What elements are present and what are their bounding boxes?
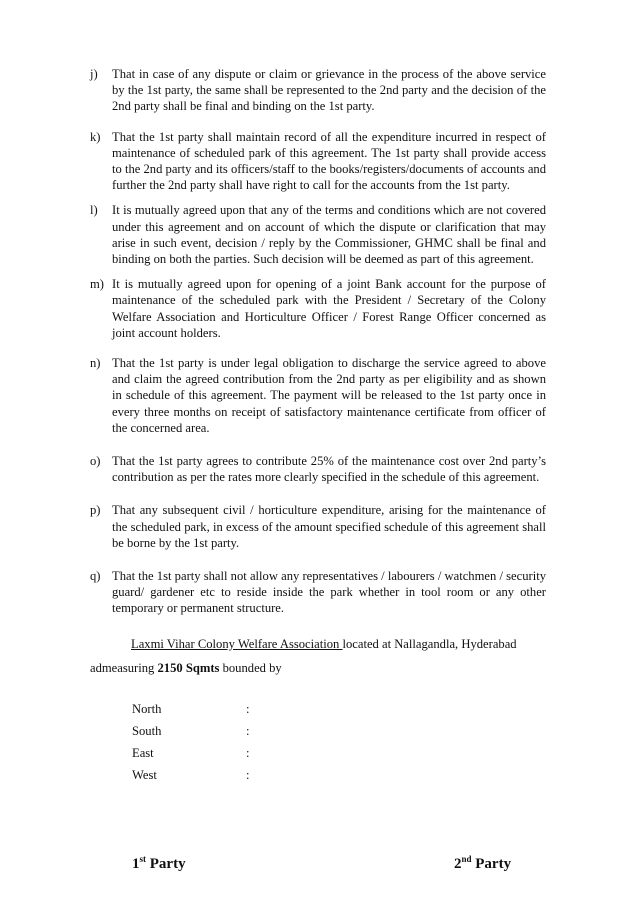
clause-letter: q) [90, 569, 101, 584]
clause-letter: p) [90, 503, 101, 518]
first-party-number: 1 [132, 856, 140, 872]
first-party-signature [132, 854, 186, 873]
clause-q [90, 568, 546, 617]
boundary-south [132, 724, 332, 746]
clause-o [90, 453, 546, 485]
admeasuring-prefix: admeasuring [90, 661, 158, 675]
boundary-west [132, 768, 332, 790]
bounded-suffix: bounded by [219, 661, 282, 675]
boundary-label: North [132, 702, 162, 716]
clause-text: It is mutually agreed upon that any of the terms and conditions which are not covered under this agreement and on account of which the dispute or clarification that may arise in such event, decision / reply by the Commissioner, GHMC shall be final and binding on both the parties. Such decision will be deemed as part of this agreement. [112, 203, 546, 267]
boundary-label: East [132, 746, 154, 760]
clause-text: That in case of any dispute or claim or grievance in the process of the above service by the 1st party, the same shall be represented to the 2nd party and the decision of the 2nd party shall be final and binding on the 1st party. [112, 67, 546, 114]
clause-k [90, 129, 546, 194]
clause-letter: m) [90, 277, 104, 292]
clause-j [90, 66, 546, 115]
second-party-number: 2 [454, 856, 462, 872]
clause-text: That the 1st party shall not allow any representatives / labourers / watchmen / security guard/ gardener etc to reside inside the park whether in tool room or any other temporary or permanent structure. [112, 569, 546, 616]
boundary-colon: : [246, 724, 250, 738]
boundaries-list [132, 702, 332, 790]
clause-letter: k) [90, 129, 101, 144]
clause-text: That the 1st party agrees to contribute 25% of the maintenance cost over 2nd party’s contribution as per the rates more clearly specified in the schedule of this agreement. [112, 454, 546, 485]
area-line [90, 660, 282, 676]
second-party-label: Party [471, 856, 512, 872]
clause-text: It is mutually agreed upon for opening of a joint Bank account for the purpose of maintenance of the scheduled park with the President / Secretary of the Colony Welfare Association and Horticulture Officer / Forest Range Officer concerned as joint account holders. [112, 277, 546, 340]
clause-p [90, 502, 546, 551]
clause-letter: o) [90, 454, 101, 469]
clause-l [90, 202, 546, 267]
area-value: 2150 Sqmts [157, 661, 220, 675]
boundary-east [132, 746, 332, 768]
clause-letter: j) [90, 67, 98, 81]
clause-letter: n) [90, 356, 101, 371]
second-party-suffix: nd [461, 854, 472, 864]
association-name: Laxmi Vihar Colony Welfare Association [131, 637, 343, 651]
boundary-colon: : [246, 702, 250, 716]
clause-m [90, 276, 546, 341]
association-location: located at Nallagandla, Hyderabad [342, 637, 517, 651]
second-party-signature [454, 854, 511, 873]
clause-n [90, 355, 546, 436]
clause-letter: l) [90, 203, 98, 218]
schedule-paragraph [90, 636, 546, 652]
first-party-label: Party [146, 856, 186, 872]
clause-text: That any subsequent civil / horticulture expenditure, arising for the maintenance of the scheduled park, in excess of the amount specified schedule of this agreement shall be borne by the 1st party. [112, 503, 546, 550]
first-party-suffix: st [139, 854, 146, 864]
boundary-colon: : [246, 768, 250, 782]
clause-list [90, 66, 546, 630]
boundary-colon: : [246, 746, 250, 760]
clause-text: That the 1st party is under legal obligation to discharge the service agreed to above and claim the agreed contribution from the 2nd party as per eligibility and as shown in schedule of this agreement. The payment will be released to the 1st party once in every three months on receipt of satisfactory maintenance certificate from officer of the concerned area. [112, 356, 546, 435]
clause-text: That the 1st party shall maintain record of all the expenditure incurred in respect of maintenance of scheduled park of this agreement. The 1st party shall provide access to the 2nd party and its officers/staff to the books/registers/documents of accounts and further the 2nd party shall have right to call for the accounts from the 1st party. [112, 129, 546, 193]
boundary-label: South [132, 724, 162, 738]
boundary-north [132, 702, 332, 724]
boundary-label: West [132, 768, 157, 782]
